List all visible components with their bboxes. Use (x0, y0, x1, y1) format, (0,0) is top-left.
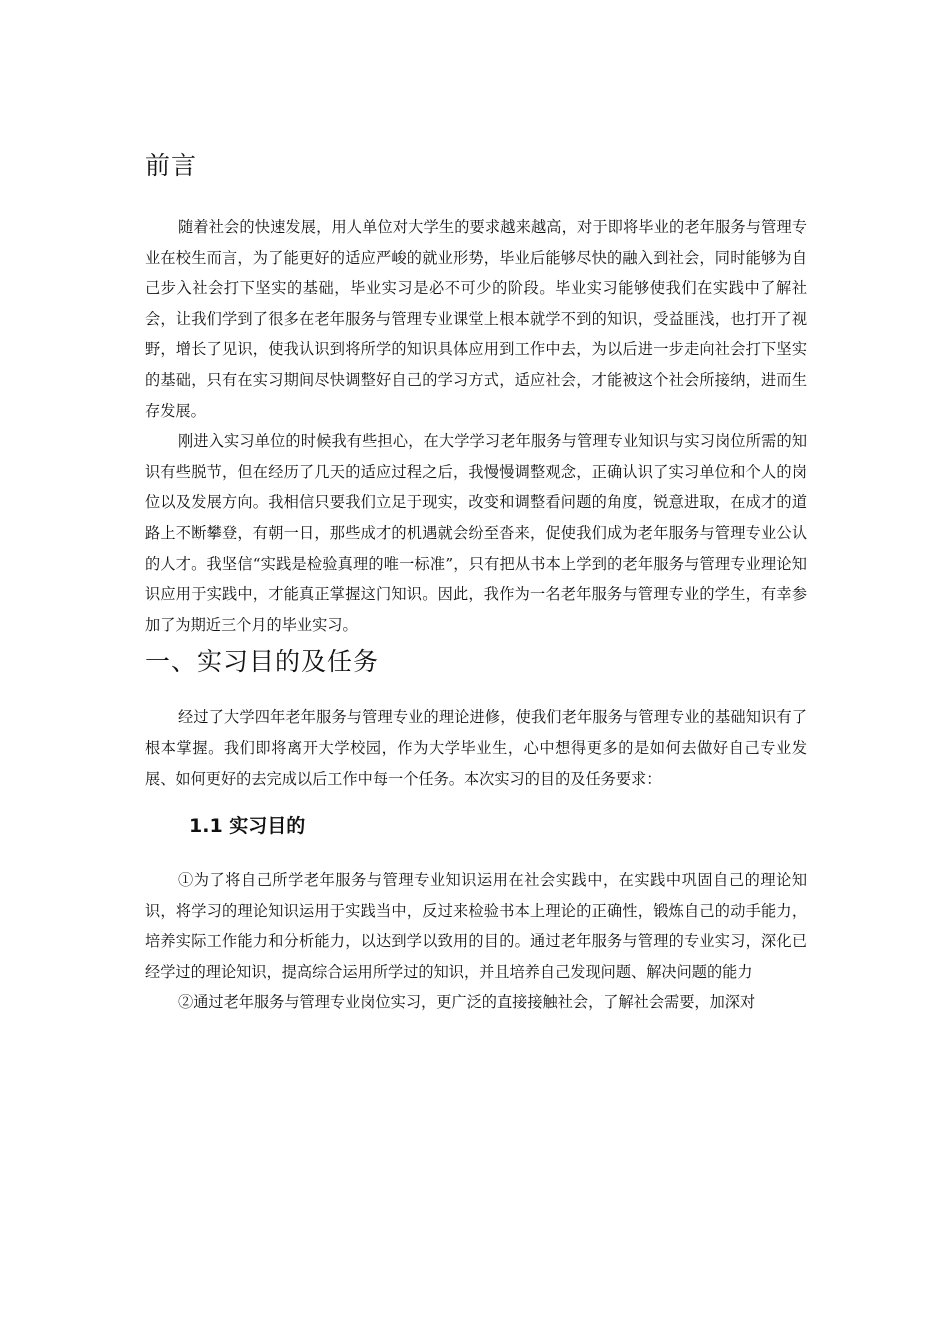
document-body (145, 148, 807, 1018)
preface-title: 前言 (145, 151, 198, 180)
spacer (145, 841, 807, 865)
spacer (145, 680, 807, 702)
spacer (145, 794, 807, 811)
section-1-heading: 一、实习目的及任务 (145, 647, 380, 677)
section-1-paragraph: 经过了大学四年老年服务与管理专业的理论进修，使我们老年服务与管理专业的基础知识有了根本掌握。我们即将离开大学校园，作为大学毕业生，心中想得更多的是如何去做好自己专业发展、如何更好的去完成以后工作中每一个任务。本次实习的目的及任务要求： (145, 708, 807, 788)
spacer (145, 184, 807, 212)
intro-paragraph-1: 随着社会的快速发展，用人单位对大学生的要求越来越高，对于即将毕业的老年服务与管理专业在校生而言，为了能更好的适应严峻的就业形势，毕业后能够尽快的融入到社会，同时能够为自己步入社会打下坚实的基础，毕业实习是必不可少的阶段。毕业实习能够使我们在实践中了解社会，让我们学到了很多在老年服务与管理专业课堂上根本就学不到的知识，受益匪浅，也打开了视野，增长了见识，使我认识到将所学的知识具体应用到工作中去，为以后进一步走向社会打下坚实的基础，只有在实习期间尽快调整好自己的学习方式，适应社会，才能被这个社会所接纳，进而生存发展。 (145, 218, 807, 420)
subsection-1-1-heading: 1.1 实习目的 (189, 815, 306, 838)
intro-paragraph-2: 刚进入实习单位的时候我有些担心，在大学学习老年服务与管理专业知识与实习岗位所需的知识有些脱节，但在经历了几天的适应过程之后，我慢慢调整观念，正确认识了实习单位和个人的岗位以及发展方向。我相信只要我们立足于现实，改变和调整看问题的角度，锐意进取，在成才的道路上不断攀登，有朝一日，那些成才的机遇就会纷至沓来，促使我们成为老年服务与管理专业公认的人才。我坚信“实践是检验真理的唯一标准”，只有把从书本上学到的老年服务与管理专业理论知识应用于实践中，才能真正掌握这门知识。因此，我作为一名老年服务与管理专业的学生，有幸参加了为期近三个月的毕业实习。 (145, 432, 807, 634)
purpose-item-1: ①为了将自己所学老年服务与管理专业知识运用在社会实践中，在实践中巩固自己的理论知识，将学习的理论知识运用于实践当中，反过来检验书本上理论的正确性，锻炼自己的动手能力，培养实际工作能力和分析能力，以达到学以致用的目的。通过老年服务与管理的专业实习，深化已经学过的理论知识，提高综合运用所学过的知识，并且培养自己发现问题、解决问题的能力 (145, 871, 807, 981)
purpose-item-2: ②通过老年服务与管理专业岗位实习，更广泛的直接接触社会，了解社会需要，加深对 (178, 993, 756, 1012)
